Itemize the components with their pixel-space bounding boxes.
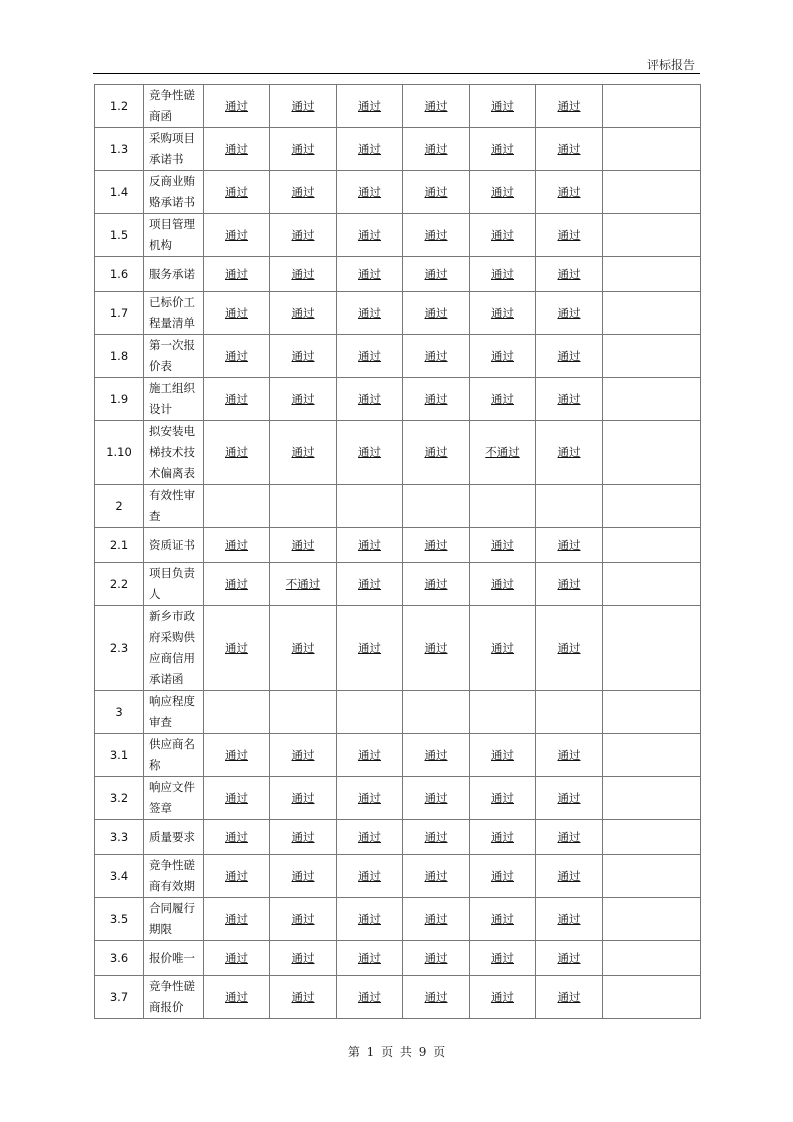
result-cell: 通过 [337,898,403,941]
table-row [95,691,701,734]
result-cell: 通过 [536,777,603,820]
item-name: 项目管理机构 [144,214,204,257]
result-cell: 通过 [204,171,270,214]
result-cell: 通过 [536,292,603,335]
item-number: 2.3 [95,606,144,691]
item-number: 1.6 [95,257,144,292]
result-cell: 通过 [403,378,470,421]
result-cell: 通过 [470,941,536,976]
result-cell: 通过 [470,855,536,898]
result-cell: 通过 [403,820,470,855]
result-cell: 通过 [337,292,403,335]
table-row [95,171,701,214]
result-cell: 通过 [337,606,403,691]
result-cell [603,563,701,606]
result-cell: 通过 [337,128,403,171]
result-cell: 通过 [536,421,603,485]
result-cell: 通过 [337,335,403,378]
result-cell: 通过 [536,257,603,292]
result-cell [337,485,403,528]
item-number: 3.1 [95,734,144,777]
item-number: 3.6 [95,941,144,976]
result-cell: 通过 [204,563,270,606]
result-cell: 通过 [204,606,270,691]
result-cell: 通过 [337,777,403,820]
result-cell: 通过 [536,85,603,128]
result-cell: 通过 [204,335,270,378]
item-number: 3.7 [95,976,144,1019]
item-number: 1.10 [95,421,144,485]
result-cell: 不通过 [270,563,337,606]
result-cell: 通过 [470,734,536,777]
result-cell: 通过 [403,128,470,171]
result-cell: 通过 [337,421,403,485]
result-cell: 通过 [337,171,403,214]
item-name: 服务承诺 [144,257,204,292]
result-cell: 通过 [403,941,470,976]
result-cell: 通过 [536,941,603,976]
result-cell: 通过 [270,335,337,378]
result-cell [403,691,470,734]
result-cell: 通过 [337,214,403,257]
result-cell [603,606,701,691]
result-cell: 通过 [536,563,603,606]
table-row [95,421,701,485]
result-cell [603,171,701,214]
result-cell [603,378,701,421]
result-cell: 通过 [270,421,337,485]
result-cell [603,214,701,257]
result-cell: 通过 [204,292,270,335]
result-cell: 通过 [470,606,536,691]
result-cell [603,292,701,335]
result-cell: 通过 [470,976,536,1019]
item-number: 3 [95,691,144,734]
item-name: 供应商名称 [144,734,204,777]
table-row [95,378,701,421]
result-cell: 通过 [337,976,403,1019]
result-cell [204,485,270,528]
result-cell: 通过 [337,85,403,128]
result-cell: 通过 [270,378,337,421]
table-row [95,563,701,606]
result-cell [603,855,701,898]
result-cell: 通过 [337,257,403,292]
result-cell: 通过 [536,606,603,691]
item-name: 合同履行期限 [144,898,204,941]
result-cell [603,691,701,734]
item-name: 施工组织设计 [144,378,204,421]
result-cell: 通过 [270,941,337,976]
item-number: 2.2 [95,563,144,606]
item-number: 1.7 [95,292,144,335]
result-cell [536,691,603,734]
item-number: 1.8 [95,335,144,378]
result-cell: 通过 [270,606,337,691]
result-cell [270,485,337,528]
result-cell: 通过 [204,820,270,855]
result-cell: 通过 [270,820,337,855]
table-row [95,85,701,128]
result-cell: 通过 [536,820,603,855]
result-cell: 通过 [270,898,337,941]
item-name: 响应文件签章 [144,777,204,820]
table-row [95,335,701,378]
result-cell: 通过 [270,734,337,777]
result-cell: 通过 [470,528,536,563]
result-cell: 通过 [403,257,470,292]
item-number: 2 [95,485,144,528]
table-row [95,485,701,528]
report-header-title: 评标报告 [646,58,695,72]
result-cell: 通过 [270,976,337,1019]
result-cell: 通过 [470,898,536,941]
result-cell [270,691,337,734]
table-row [95,855,701,898]
result-cell [603,85,701,128]
item-number: 3.2 [95,777,144,820]
result-cell: 通过 [403,171,470,214]
result-cell: 通过 [270,85,337,128]
result-cell: 通过 [536,734,603,777]
item-name: 有效性审查 [144,485,204,528]
table-row [95,128,701,171]
result-cell: 通过 [470,257,536,292]
page-footer: 第 1 页 共 9 页 [347,1045,446,1059]
result-cell: 通过 [403,335,470,378]
result-cell: 通过 [536,378,603,421]
result-cell: 通过 [270,528,337,563]
result-cell: 通过 [270,292,337,335]
result-cell: 通过 [204,421,270,485]
result-cell: 通过 [470,563,536,606]
result-cell: 通过 [470,820,536,855]
result-cell: 通过 [337,378,403,421]
result-cell: 通过 [204,941,270,976]
result-cell: 通过 [403,421,470,485]
table-row [95,528,701,563]
result-cell [603,976,701,1019]
result-cell: 通过 [337,941,403,976]
item-number: 1.3 [95,128,144,171]
table-row [95,292,701,335]
item-name: 采购项目承诺书 [144,128,204,171]
item-name: 反商业贿赂承诺书 [144,171,204,214]
result-cell: 通过 [536,214,603,257]
table-row [95,941,701,976]
result-cell: 通过 [536,976,603,1019]
item-number: 1.2 [95,85,144,128]
result-cell [536,485,603,528]
header-divider [93,73,700,74]
table-row [95,734,701,777]
result-cell: 通过 [270,257,337,292]
table-row [95,898,701,941]
result-cell: 通过 [403,85,470,128]
result-cell: 通过 [403,898,470,941]
result-cell: 通过 [403,976,470,1019]
result-cell: 通过 [470,292,536,335]
result-cell: 通过 [536,128,603,171]
item-number: 1.4 [95,171,144,214]
result-cell: 通过 [204,128,270,171]
result-cell: 通过 [536,171,603,214]
result-cell: 通过 [403,528,470,563]
table-row [95,214,701,257]
item-name: 拟安装电梯技术技术偏离表 [144,421,204,485]
item-name: 第一次报价表 [144,335,204,378]
evaluation-table [94,84,701,1019]
result-cell: 通过 [337,734,403,777]
result-cell [470,691,536,734]
result-cell [603,734,701,777]
item-name: 响应程度审查 [144,691,204,734]
result-cell: 通过 [270,777,337,820]
result-cell: 通过 [536,855,603,898]
result-cell: 通过 [270,171,337,214]
result-cell [603,820,701,855]
result-cell: 通过 [270,214,337,257]
result-cell [337,691,403,734]
result-cell: 通过 [470,85,536,128]
item-number: 3.4 [95,855,144,898]
table-row [95,606,701,691]
result-cell: 通过 [337,855,403,898]
result-cell: 通过 [403,292,470,335]
item-number: 1.5 [95,214,144,257]
result-cell [603,128,701,171]
item-number: 2.1 [95,528,144,563]
result-cell: 通过 [403,855,470,898]
result-cell: 通过 [204,734,270,777]
item-name: 新乡市政府采购供应商信用承诺函 [144,606,204,691]
result-cell: 通过 [536,528,603,563]
table-row [95,777,701,820]
item-name: 竞争性磋商函 [144,85,204,128]
result-cell: 通过 [536,335,603,378]
result-cell: 通过 [403,606,470,691]
item-name: 已标价工程量清单 [144,292,204,335]
result-cell: 通过 [204,898,270,941]
result-cell [204,691,270,734]
result-cell [603,898,701,941]
table-row [95,976,701,1019]
result-cell: 通过 [403,563,470,606]
result-cell: 通过 [204,777,270,820]
result-cell: 通过 [337,528,403,563]
item-name: 项目负责人 [144,563,204,606]
result-cell: 通过 [403,734,470,777]
result-cell: 通过 [204,855,270,898]
item-number: 3.3 [95,820,144,855]
result-cell [603,528,701,563]
result-cell [603,941,701,976]
result-cell: 通过 [204,976,270,1019]
result-cell: 通过 [270,128,337,171]
result-cell [470,485,536,528]
item-name: 报价唯一 [144,941,204,976]
result-cell: 通过 [470,171,536,214]
result-cell: 通过 [470,214,536,257]
result-cell [603,257,701,292]
result-cell: 通过 [204,85,270,128]
table-row [95,820,701,855]
result-cell [403,485,470,528]
result-cell: 通过 [204,214,270,257]
item-number: 1.9 [95,378,144,421]
result-cell [603,421,701,485]
result-cell: 通过 [536,898,603,941]
item-name: 竞争性磋商报价 [144,976,204,1019]
result-cell: 不通过 [470,421,536,485]
result-cell: 通过 [337,820,403,855]
result-cell: 通过 [403,214,470,257]
result-cell: 通过 [204,257,270,292]
result-cell: 通过 [470,335,536,378]
item-number: 3.5 [95,898,144,941]
result-cell [603,777,701,820]
result-cell: 通过 [403,777,470,820]
table-row [95,257,701,292]
item-name: 竞争性磋商有效期 [144,855,204,898]
result-cell: 通过 [470,128,536,171]
result-cell: 通过 [337,563,403,606]
item-name: 资质证书 [144,528,204,563]
result-cell: 通过 [470,378,536,421]
result-cell: 通过 [204,378,270,421]
result-cell: 通过 [270,855,337,898]
result-cell: 通过 [470,777,536,820]
result-cell [603,335,701,378]
result-cell [603,485,701,528]
item-name: 质量要求 [144,820,204,855]
result-cell: 通过 [204,528,270,563]
